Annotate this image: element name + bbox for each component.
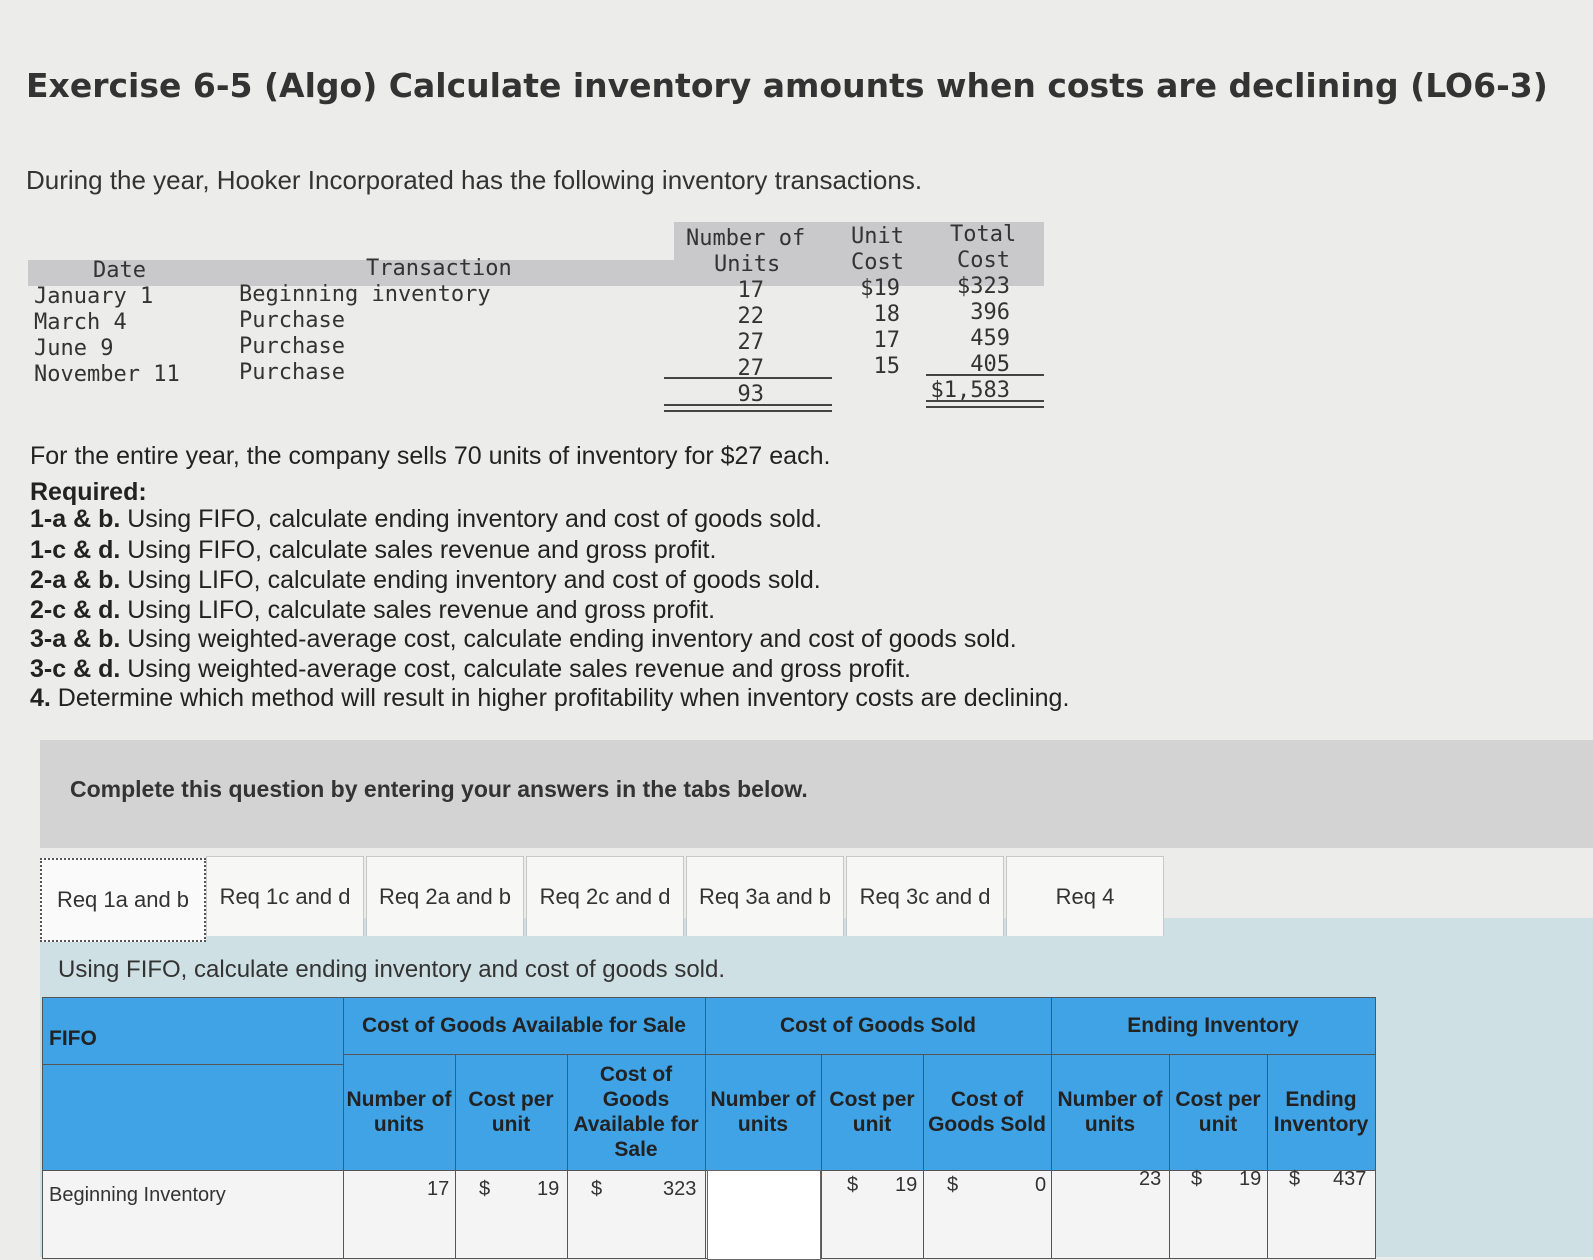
header-totalcost-1: Total: [950, 222, 1017, 247]
units-double-underline: [664, 404, 832, 412]
avail-total-dollar: $: [591, 1178, 603, 1200]
row-date: November 11: [34, 362, 180, 387]
total-double-underline: [926, 400, 1044, 408]
requirement-tabs: [40, 850, 1593, 940]
grid-line: [343, 1054, 1375, 1055]
row-transaction: Purchase: [239, 334, 345, 359]
row-unit-cost: $19: [860, 276, 900, 301]
tab-req-4[interactable]: Req 4: [1006, 856, 1164, 936]
row-date: January 1: [34, 284, 154, 309]
avail-cost-value[interactable]: 19: [537, 1178, 560, 1200]
fifo-header-bg: [43, 998, 343, 1170]
row-total-cost: 396: [970, 300, 1010, 325]
avail-total-value: 323: [663, 1178, 697, 1200]
row-label-beginning-inventory: Beginning Inventory: [49, 1184, 226, 1206]
subheader-sold-units: Number of units: [705, 1054, 821, 1170]
requirement-3cd: 3-c & d. Using weighted-average cost, calculate sales revenue and gross profit.: [30, 655, 912, 683]
grid-line: [455, 1054, 456, 1258]
subheader-cogas: Cost of Goods Available for Sale: [567, 1054, 705, 1170]
sales-text: For the entire year, the company sells 70 units of inventory for $27 each.: [30, 442, 831, 470]
total-cost-sum: $1,583: [930, 378, 1010, 403]
sold-total-value: 0: [1035, 1174, 1047, 1196]
requirement-4: 4. Determine which method will result in higher profitability when inventory costs are declining.: [30, 684, 1070, 712]
exercise-title: Exercise 6-5 (Algo) Calculate inventory amounts when costs are declining (LO6-3): [26, 66, 1548, 105]
row-units: 27: [737, 356, 764, 381]
requirement-2cd: 2-c & d. Using LIFO, calculate sales revenue and gross profit.: [30, 596, 716, 624]
grid-line: [1051, 998, 1052, 1258]
row-units: 27: [737, 330, 764, 355]
grid-line: [343, 998, 344, 1258]
tab-req-1c-d[interactable]: Req 1c and d: [206, 856, 364, 936]
requirement-2ab: 2-a & b. Using LIFO, calculate ending inventory and cost of goods sold.: [30, 566, 821, 594]
ending-inventory-header: Ending Inventory: [1051, 998, 1375, 1054]
grid-line: [705, 998, 706, 1258]
cogas-header: Cost of Goods Available for Sale: [343, 998, 705, 1054]
sold-cost-value[interactable]: 19: [895, 1174, 918, 1196]
tab-req-2a-b[interactable]: Req 2a and b: [366, 856, 524, 936]
avail-units-value[interactable]: 17: [427, 1178, 450, 1200]
avail-cost-dollar: $: [479, 1178, 491, 1200]
row-units: 22: [737, 304, 764, 329]
requirement-1ab: 1-a & b. Using FIFO, calculate ending inventory and cost of goods sold.: [30, 505, 823, 533]
grid-line: [1267, 1054, 1268, 1258]
subheader-cogs: Cost of Goods Sold: [923, 1054, 1051, 1170]
tab-req-1a-b[interactable]: Req 1a and b: [40, 858, 206, 942]
header-units-1: Number of: [686, 226, 806, 251]
row-unit-cost: 17: [873, 328, 900, 353]
tab-req-3a-b[interactable]: Req 3a and b: [686, 856, 844, 936]
fifo-label: FIFO: [49, 1027, 97, 1050]
header-units-2: Units: [714, 252, 781, 277]
header-totalcost-2: Cost: [957, 248, 1010, 273]
grid-line: [43, 1064, 343, 1065]
subheader-end-inventory: Ending Inventory: [1267, 1054, 1375, 1170]
header-unitcost-2: Cost: [851, 250, 904, 275]
row-total-cost: 405: [970, 352, 1010, 377]
header-unitcost-1: Unit: [851, 224, 904, 249]
total-units: 93: [737, 382, 764, 407]
tab-req-3c-d[interactable]: Req 3c and d: [846, 856, 1004, 936]
header-date: Date: [93, 258, 146, 283]
header-transaction: Transaction: [366, 256, 512, 281]
row-date: March 4: [34, 310, 127, 335]
sold-cost-dollar: $: [847, 1174, 859, 1196]
grid-line: [567, 1054, 568, 1258]
tab-req-2c-d[interactable]: Req 2c and d: [526, 856, 684, 936]
subheader-avail-units: Number of units: [343, 1054, 455, 1170]
inventory-table: [28, 222, 1046, 412]
end-cost-value[interactable]: 19: [1239, 1168, 1262, 1190]
row-transaction: Purchase: [239, 360, 345, 385]
end-total-dollar: $: [1289, 1168, 1301, 1190]
row-units: 17: [737, 278, 764, 303]
row-date: June 9: [34, 336, 114, 361]
subheader-end-units: Number of units: [1051, 1054, 1169, 1170]
row-transaction: Beginning inventory: [239, 282, 491, 307]
end-total-value: 437: [1333, 1168, 1367, 1190]
fifo-grid: [42, 997, 1376, 1259]
row-total-cost: 459: [970, 326, 1010, 351]
grid-line: [923, 1054, 924, 1258]
intro-text: During the year, Hooker Incorporated has the following inventory transactions.: [26, 165, 923, 195]
subheader-sold-cost: Cost per unit: [821, 1054, 923, 1170]
complete-instruction: Complete this question by entering your answers in the tabs below.: [70, 776, 808, 802]
required-label: Required:: [30, 478, 147, 506]
row-unit-cost: 18: [873, 302, 900, 327]
total-underline: [926, 374, 1044, 376]
subheader-avail-cost: Cost per unit: [455, 1054, 567, 1170]
row-transaction: Purchase: [239, 308, 345, 333]
sold-total-dollar: $: [947, 1174, 959, 1196]
subheader-end-cost: Cost per unit: [1169, 1054, 1267, 1170]
sold-units-input[interactable]: [707, 1170, 821, 1260]
cogs-header: Cost of Goods Sold: [705, 998, 1051, 1054]
grid-line: [821, 1054, 822, 1258]
units-underline: [664, 377, 832, 379]
requirement-1cd: 1-c & d. Using FIFO, calculate sales revenue and gross profit.: [30, 536, 717, 564]
instructions-panel: [40, 740, 1593, 848]
grid-line: [1169, 1054, 1170, 1258]
row-unit-cost: 15: [873, 354, 900, 379]
tab-prompt: Using FIFO, calculate ending inventory and cost of goods sold.: [58, 956, 726, 983]
requirement-3ab: 3-a & b. Using weighted-average cost, calculate ending inventory and cost of goods sold.: [30, 625, 1017, 653]
end-cost-dollar: $: [1191, 1168, 1203, 1190]
end-units-value[interactable]: 23: [1139, 1168, 1162, 1190]
row-total-cost: $323: [957, 274, 1010, 299]
